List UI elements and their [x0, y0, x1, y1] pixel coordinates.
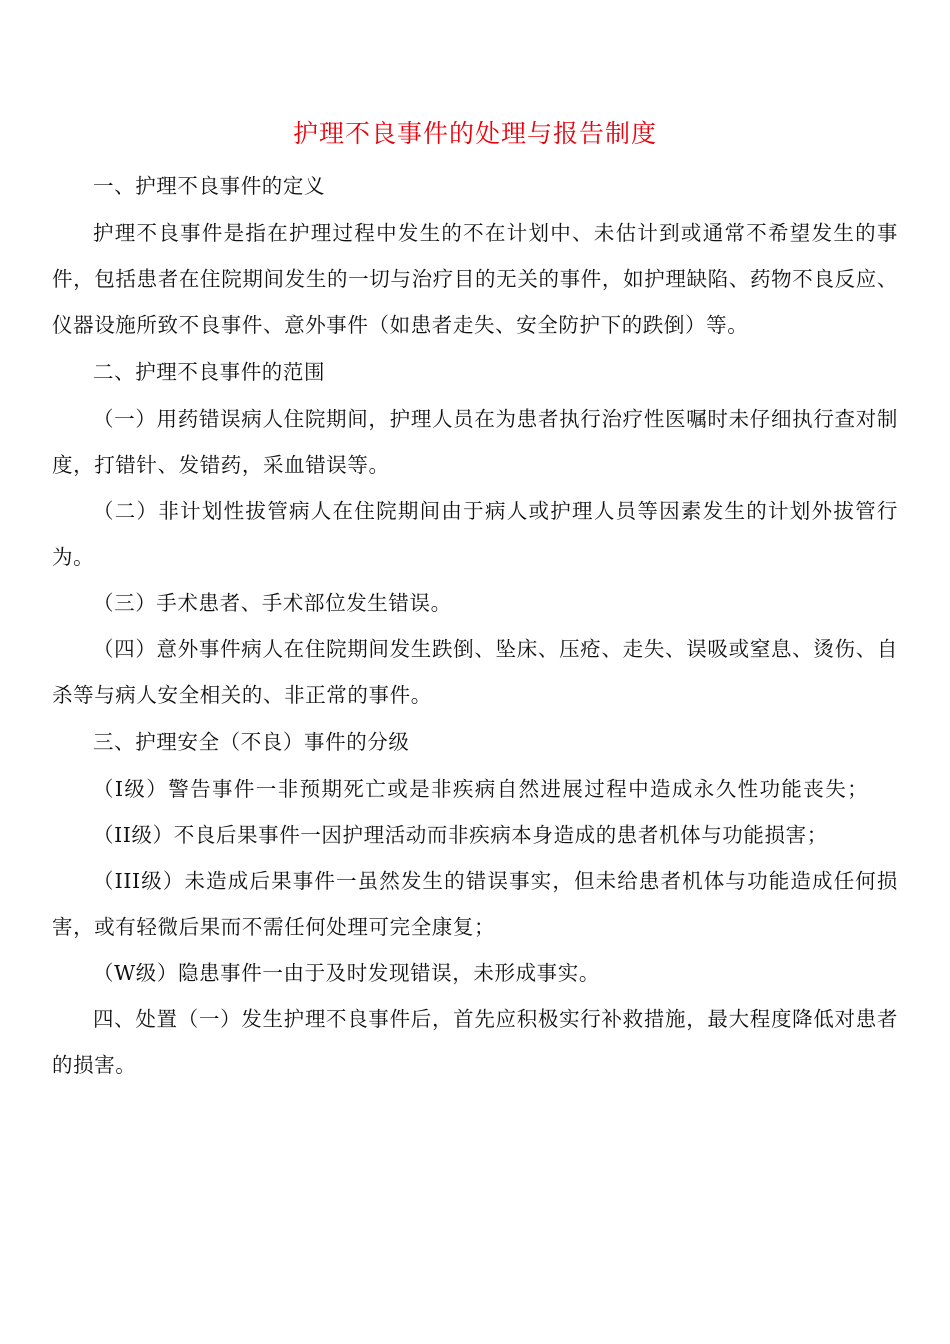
paragraph-grade-1: （I级）警告事件一非预期死亡或是非疾病自然进展过程中造成永久性功能丧失； — [93, 777, 869, 801]
section-heading-definition: 一、护理不良事件的定义 — [93, 174, 326, 198]
paragraph-scope-unplanned-extubation: （二）非计划性拔管病人在住院期间由于病人或护理人员等因素发生的计划外拔管行为。 — [52, 499, 898, 569]
paragraph-disposal: 四、处置（一）发生护理不良事件后，首先应积极实行补救措施，最大程度降低对患者的损害。 — [52, 1007, 898, 1077]
paragraph-grade-3: （III级）未造成后果事件一虽然发生的错误事实，但未给患者机体与功能造成任何损害，或有轻微后果而不需任何处理可完全康复； — [52, 869, 898, 939]
section-heading-scope: 二、护理不良事件的范围 — [93, 360, 326, 384]
paragraph-scope-medication-error: （一）用药错误病人住院期间，护理人员在为患者执行治疗性医嘱时未仔细执行查对制度，打错针、发错药，采血错误等。 — [52, 407, 898, 477]
paragraph-grade-4: （W级）隐患事件一由于及时发现错误，未形成事实。 — [93, 961, 600, 985]
document-title: 护理不良事件的处理与报告制度 — [292, 119, 657, 148]
paragraph-scope-accidents: （四）意外事件病人在住院期间发生跌倒、坠床、压疮、走失、误吸或窒息、烫伤、自杀等与病人安全相关的、非正常的事件。 — [52, 637, 898, 707]
document-body — [52, 162, 898, 1088]
paragraph-scope-surgery-error: （三）手术患者、手术部位发生错误。 — [93, 591, 452, 615]
paragraph-grade-2: （II级）不良后果事件一因护理活动而非疾病本身造成的患者机体与功能损害； — [93, 823, 828, 847]
paragraph-definition: 护理不良事件是指在护理过程中发生的不在计划中、未估计到或通常不希望发生的事件，包括患者在住院期间发生的一切与治疗目的无关的事件，如护理缺陷、药物不良反应、仪器设施所致不良事件、意外事件（如患者走失、安全防护下的跌倒）等。 — [52, 221, 898, 337]
section-heading-grading: 三、护理安全（不良）事件的分级 — [93, 730, 410, 754]
